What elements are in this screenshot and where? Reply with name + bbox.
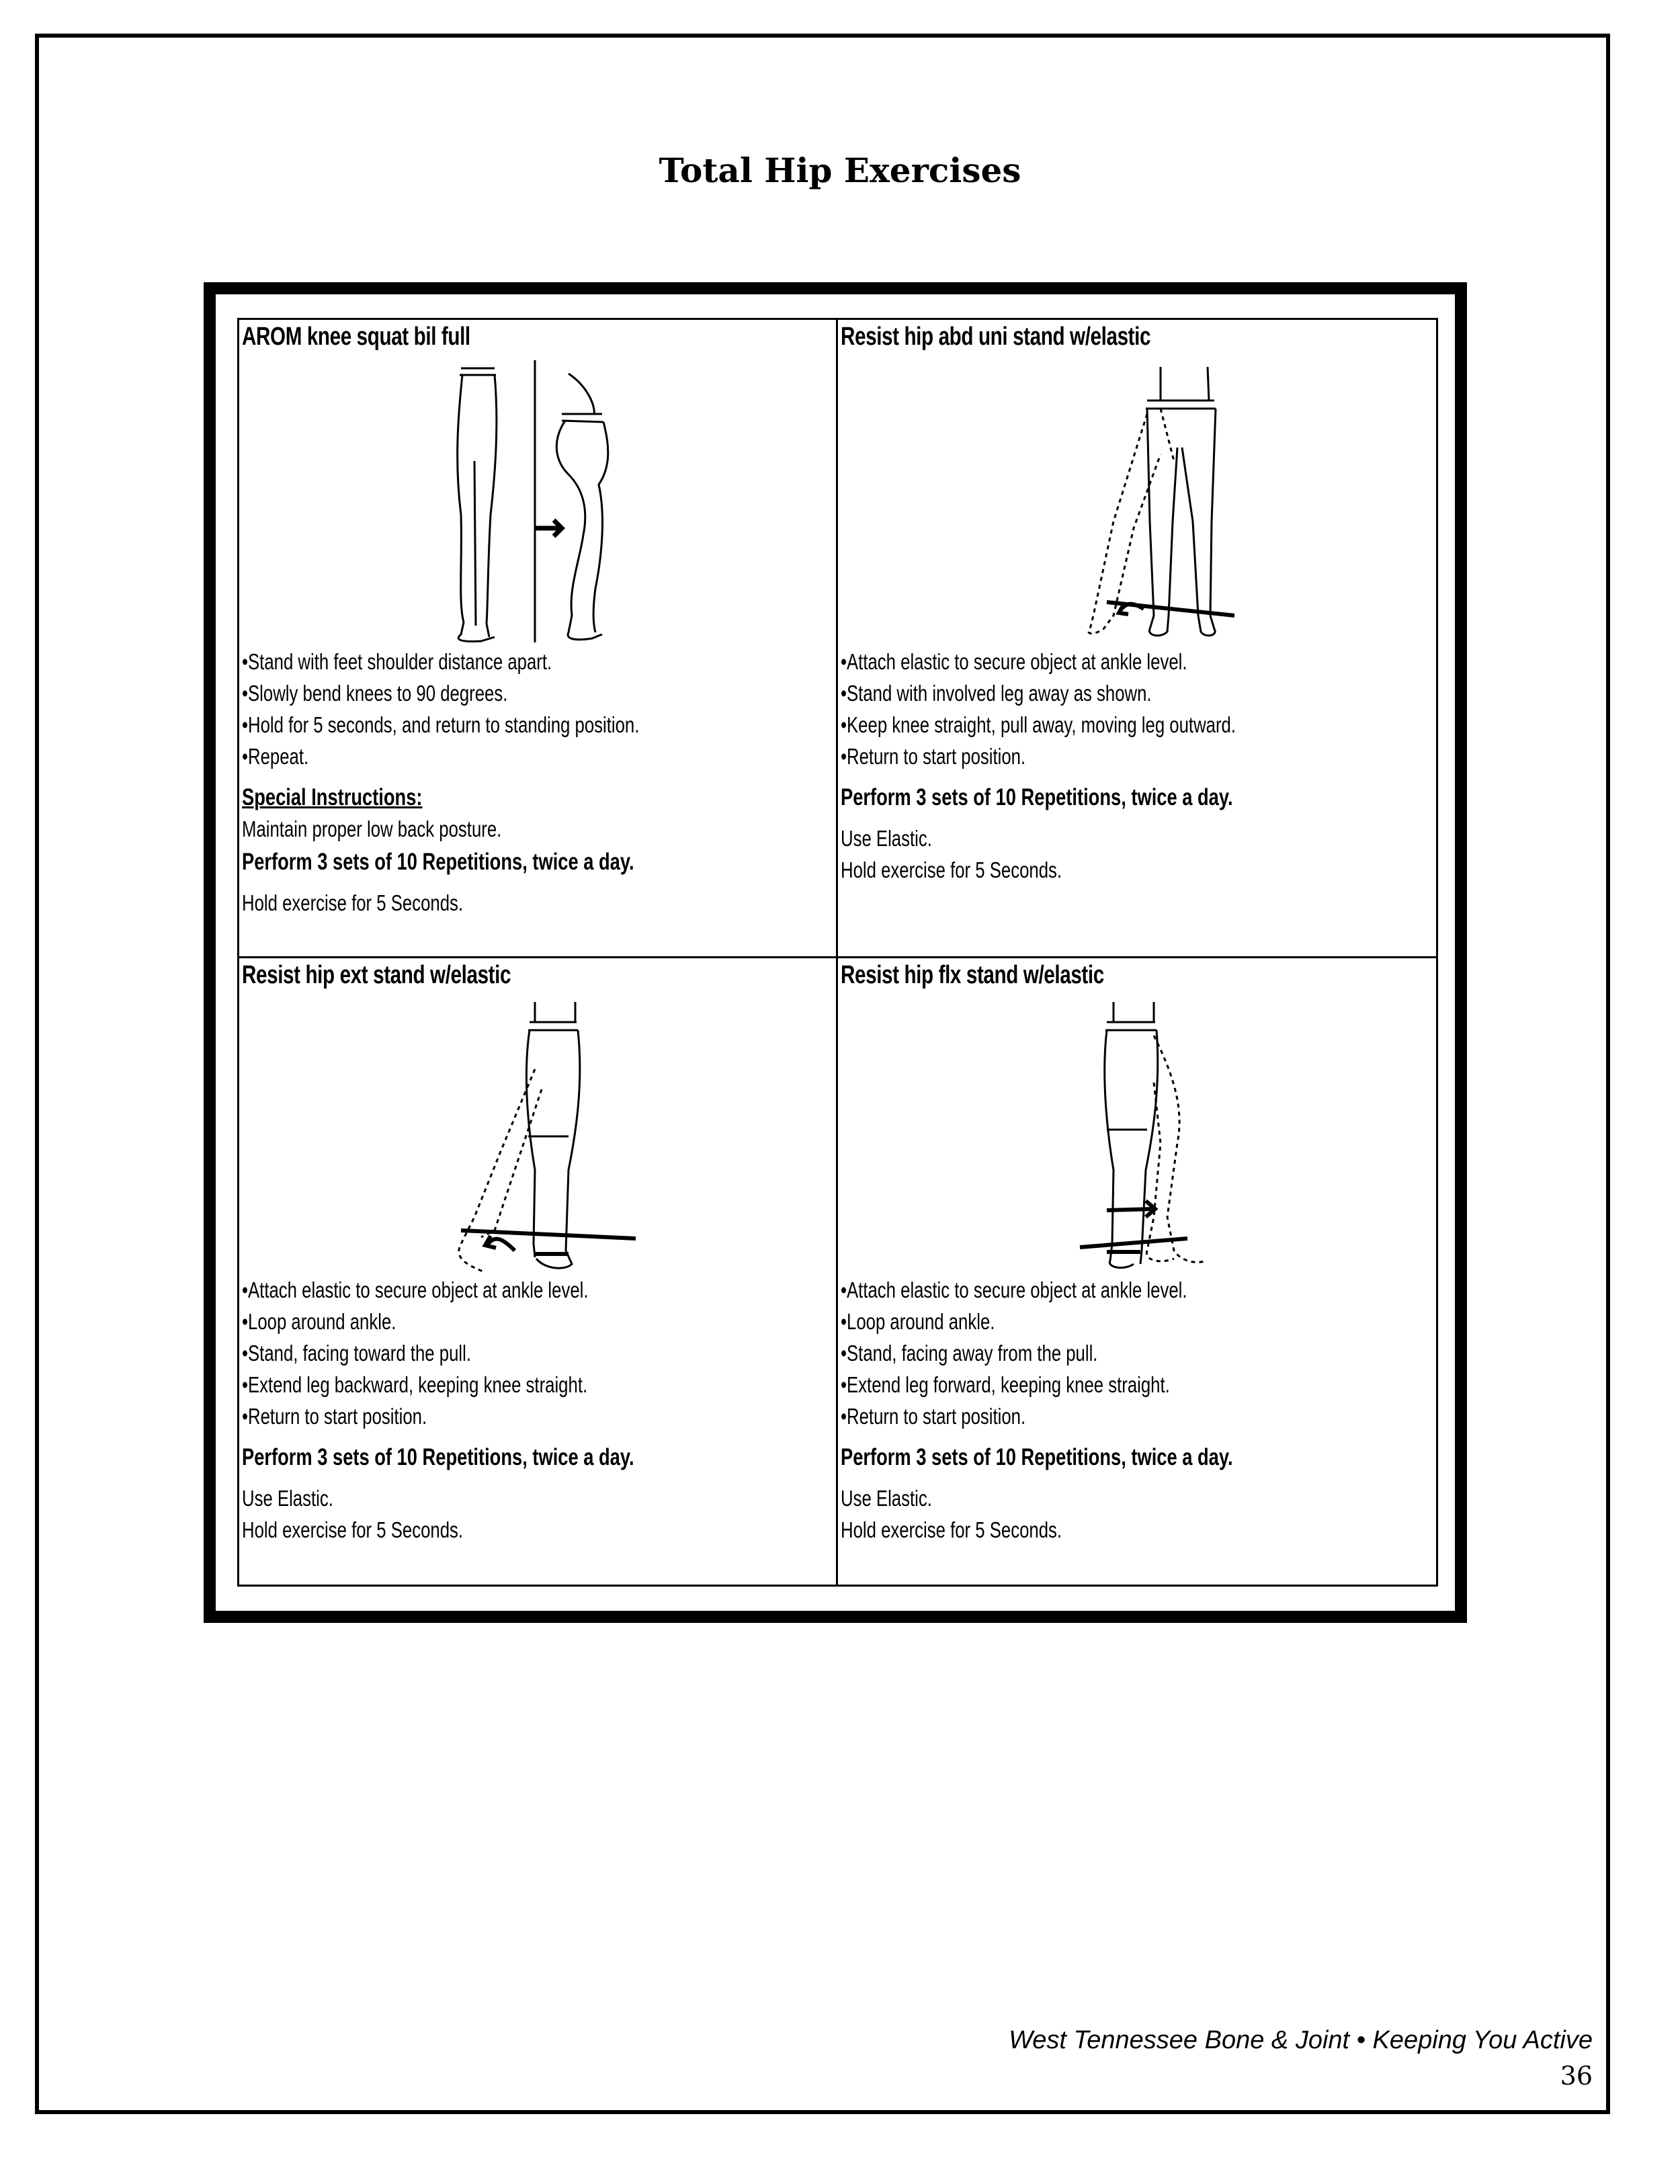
exercise-note: Use Elastic. [841,1486,932,1511]
perform-instruction: Perform 3 sets of 10 Repetitions, twice a day. [841,784,1233,810]
instruction-step: • Keep knee straight, pull away, moving leg outward. [841,709,1236,741]
exercise-note: Hold exercise for 5 Seconds. [841,857,1062,882]
exercise-cell-hip-abduction [838,320,1436,956]
squat-illustration-icon [434,360,622,649]
instruction-step: • Attach elastic to secure object at ankle level. [841,1274,1233,1306]
exercise-handout-frame [204,282,1467,1623]
instruction-step: • Repeat. [242,741,639,772]
instruction-step: • Extend leg backward, keeping knee straight. [242,1369,634,1400]
page-title: Total Hip Exercises [659,151,1021,190]
exercise-note: Hold exercise for 5 Seconds. [841,1517,1062,1542]
perform-instruction: Perform 3 sets of 10 Repetitions, twice a day. [242,849,634,875]
instruction-step: • Stand, facing toward the pull. [242,1337,634,1369]
exercise-instructions [242,646,639,919]
exercise-title: Resist hip flx stand w/elastic [841,961,1104,989]
exercise-note: Use Elastic. [841,826,932,851]
instruction-step: • Extend leg forward, keeping knee straight. [841,1369,1233,1400]
exercise-title: Resist hip abd uni stand w/elastic [841,323,1151,351]
exercise-note: Hold exercise for 5 Seconds. [242,890,464,915]
exercise-cell-squat [239,320,836,956]
instruction-step: • Stand, facing away from the pull. [841,1337,1233,1369]
instruction-step: • Stand with feet shoulder distance apart. [242,646,639,677]
exercise-title: AROM knee squat bil full [242,323,470,351]
instruction-step: • Loop around ankle. [841,1306,1233,1337]
hip-abduction-illustration-icon [1066,360,1241,642]
exercise-cell-hip-extension [239,958,836,1585]
exercise-cell-hip-flexion [838,958,1436,1585]
hip-extension-illustration-icon [434,995,642,1284]
exercise-instructions [242,1274,634,1546]
instruction-step: • Return to start position. [841,1400,1233,1432]
page-number: 36 [1560,2061,1593,2091]
exercise-title: Resist hip ext stand w/elastic [242,961,511,989]
exercise-note: Use Elastic. [242,1486,333,1511]
exercise-note: Hold exercise for 5 Seconds. [242,1517,464,1542]
perform-instruction: Perform 3 sets of 10 Repetitions, twice a day. [242,1444,634,1470]
instruction-step: • Attach elastic to secure object at ankle level. [242,1274,634,1306]
special-instructions-heading: Special Instructions: [242,784,423,810]
special-instructions-text: Maintain proper low back posture. [242,816,502,841]
instruction-step: • Stand with involved leg away as shown. [841,677,1236,709]
footer-tagline: West Tennessee Bone & Joint • Keeping You Active [1009,2026,1593,2054]
instruction-step: • Loop around ankle. [242,1306,634,1337]
exercise-grid [237,318,1438,1587]
instruction-step: • Hold for 5 seconds, and return to standing position. [242,709,639,741]
perform-instruction: Perform 3 sets of 10 Repetitions, twice a day. [841,1444,1233,1470]
instruction-step: • Slowly bend knees to 90 degrees. [242,677,639,709]
instruction-step: • Return to start position. [841,741,1236,772]
exercise-instructions [841,646,1236,886]
exercise-instructions [841,1274,1233,1546]
instruction-step: • Attach elastic to secure object at ankle level. [841,646,1236,677]
hip-flexion-illustration-icon [1060,995,1234,1284]
instruction-step: • Return to start position. [242,1400,634,1432]
